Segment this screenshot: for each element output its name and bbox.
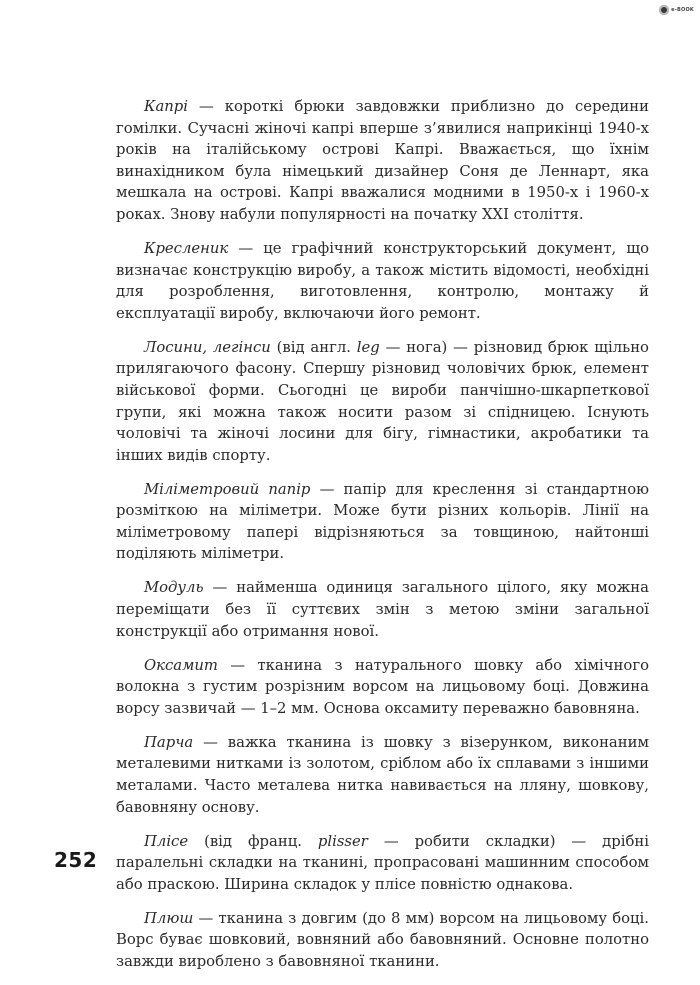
foreign-word: plisser [317,832,368,850]
entry-term: Оксамит [144,656,218,674]
foreign-word: leg [356,338,380,356]
glossary-entry-parcha [116,732,649,818]
entry-definition-part: — нога) — різновид брюк щільно прилягаючого фасону. Спершу різновид чоловічих брюк, елемент військової форми. Сьогодні це вироби панчішно-шкарпеткової групи, які можна також носити разом зі спідницею. Існують чоловічі та жіночі лосини для бігу, гімнастики, акробатики та інших видів спорту. [116,338,649,464]
entry-definition: — це графічний конструкторський документ, що визначає конструкцію виробу, а також містить відомості, необхідні для розроблення, виготовлення, контролю, монтажу й експлуатації виробу, включаючи його ремонт. [116,239,649,322]
page-number: 252 [54,848,98,872]
entry-definition: — короткі брюки завдовжки приблизно до середини гомілки. Сучасні жіночі капрі вперше з’явилися наприкінці 1940-х років на італійському острові Капрі. Вважається, що їхнім винахідником була німецький дизайнер Соня де Леннарт, яка мешкала на острові. Капрі вважалися модними в 1950-х і 1960-х роках. Знову набули популярності на початку XXI століття. [116,98,649,223]
glossary-entry-plise [116,831,649,896]
glossary-entry-milimetrovyi-papir [116,479,649,565]
entry-definition-part: (від англ. [270,338,357,356]
entry-term: Парча [144,733,194,751]
entry-definition-part: — робити складки) — дрібні паралельні складки на тканині, пропрасовані машинним способом або праскою. Ширина складок у плісе повністю однакова. [116,832,649,893]
entry-definition: — тканина з довгим (до 8 мм) ворсом на лицьовому боці. Ворс буває шовковий, вовняний або бавовняний. Основне полотно завжди вироблено з бавовняної тканини. [116,909,649,970]
publisher-logo-text: e-BOOK [671,7,694,13]
entry-definition: — найменша одиниця загального цілого, яку можна переміщати без її суттєвих змін з метою зміни загальної конструкції або отримання нової. [116,579,649,640]
entry-term: Плюш [144,909,194,927]
entry-definition: — папір для креслення зі стандартною розміткою на міліметри. Може бути різних кольорів. Лінії на міліметровому папері відрізняються за товщиною, найтонші поділяють міліметри. [116,480,650,563]
entry-definition: — тканина з натурального шовку або хімічного волокна з густим розрізним ворсом на лицьовому боці. Довжина ворсу зазвичай — 1–2 мм. Основа оксамиту переважно бавовняна. [116,656,649,717]
glossary-entry-oksamyt [116,655,649,720]
glossary-entry-kreslenyk [116,238,649,324]
entry-definition-part: (від франц. [188,832,318,850]
entry-term: Капрі [144,98,189,115]
glossary-entry-modul [116,577,649,642]
glossary-text [116,96,649,985]
publisher-logo-icon [659,5,669,15]
glossary-entry-plyush [116,908,649,973]
entry-term: Кресленик [144,239,229,257]
glossary-entry-losyny [116,337,649,467]
entry-definition: — важка тканина із шовку з візерунком, виконаним металевими нитками із золотом, сріблом або їх сплавами з іншими металами. Часто металева нитка навивається на лляну, шовкову, бавовняну основу. [116,733,649,816]
glossary-entry-kapri [116,96,649,226]
entry-term: Плісе [144,832,189,850]
publisher-logo [659,4,694,16]
entry-term: Міліметровий папір [144,480,311,498]
entry-term: Модуль [144,579,204,597]
entry-term: Лосини, легінси [144,338,271,356]
